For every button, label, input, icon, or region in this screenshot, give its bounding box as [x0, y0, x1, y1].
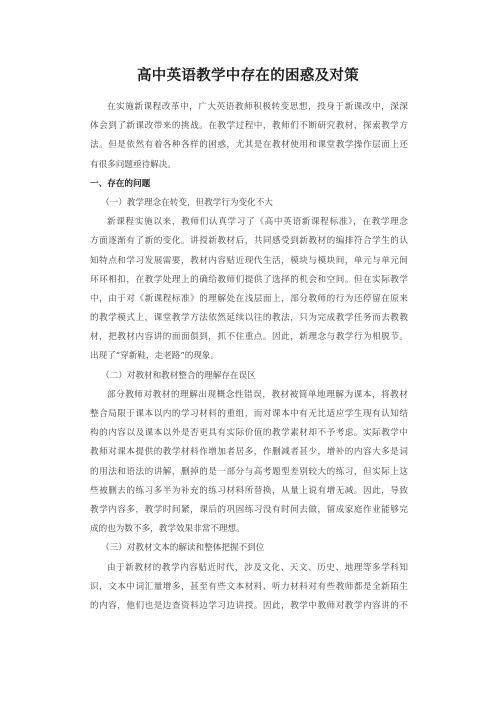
paragraph-line: 环环相扣，在教学处理上的确给教师们提供了选择的机会和空间。但在实际教学 [90, 274, 408, 285]
paragraph-line: 整合局限于课本以内的学习材料的重组，而对课本中有无比适应学生现有认知结 [90, 409, 408, 419]
paragraph-line: 材，把教材内容讲的面面俱到，抓不住重点。因此，新理念与教学行为相脱节。 [90, 332, 408, 343]
paragraph-line: 教学内容多，教学时间紧，课后的巩固练习没有时间去做，留成家庭作业能够完 [90, 504, 408, 515]
paragraph-line: 体会到了新课改带来的挑战。在教学过程中，教师们不断研究教材，探索教学方 [90, 121, 408, 132]
paragraph-line: 中，由于对《新课程标准》的理解处在浅层面上，部分教师的行为还停留在原来 [90, 293, 408, 304]
paragraph-line: 构的内容以及课本以外是否更具有实际价值的教学素材却不予考虑。实际教学中 [90, 428, 408, 439]
paragraph-line: 有很多问题亟待解决。 [90, 159, 176, 170]
paragraph-line: 的教学模式上，课堂教学方法依然延续以往的教法，只为完成教学任务而去教教 [90, 313, 408, 324]
paragraph-line: 教师对课本提供的教学材料作增加者居多，作删减者甚少，增补的内容大多是词 [90, 447, 408, 458]
section-heading: 一、存在的问题 [90, 178, 151, 189]
paragraph-line: 的用法和语法的讲解，删掉的是一部分与高考题型差别较大的练习，但实际上这 [90, 466, 408, 477]
subsection-heading: （二）对教材和教材整合的理解存在误区 [101, 370, 256, 381]
paragraph-line: 知特点和学习发展需要，教材内容贴近现代生活，模块与模块间，单元与单元间 [90, 255, 408, 266]
paragraph-line: 新课程实施以来，教师们认真学习了《高中英语新课程标准》，在教学理念 [107, 217, 408, 228]
paragraph-line: 些被删去的练习多半为补充的练习材料所替换，从量上说有增无减。因此，导致 [90, 485, 408, 496]
paragraph-line: 成的也为数不多，教学效果非常不理想。 [90, 524, 245, 535]
paragraph-line: 在实施新课程改革中，广大英语教师积极转变思想，投身于新课改中，深深 [107, 102, 408, 112]
subsection-heading: （一）教学理念在转变，但教学行为变化不大 [101, 197, 273, 208]
paragraph-line: 出现了“穿新鞋，走老路”的现象。 [90, 351, 220, 362]
document-title: 高中英语教学中存在的困惑及对策 [137, 67, 359, 84]
paragraph-line: 方面逐渐有了新的变化。讲授新教材后，共同感受到新教材的编排符合学生的认 [90, 236, 408, 247]
paragraph-line: 的内容，他们也是边查资料边学习边讲授。因此，教学中教师对教学内容讲的不 [90, 600, 408, 611]
paragraph-line: 部分教师对教材的理解出现概念性错误，教材被简单地理解为课本，将教材 [107, 389, 408, 400]
subsection-heading: （三）对教材文本的解读和整体把握不到位 [101, 543, 265, 554]
document-body [90, 98, 408, 616]
paragraph-line: 识，文本中词汇量增多，甚至有些文本材料、听力材料对有些教师都是全新陌生 [90, 581, 408, 592]
paragraph-line: 由于新教材的教学内容贴近时代，涉及文化、天文、历史、地理等多学科知 [107, 562, 408, 573]
paragraph-line: 法。但是依然有着各种各样的困惑，尤其是在教材使用和课堂教学操作层面上还 [90, 140, 408, 151]
